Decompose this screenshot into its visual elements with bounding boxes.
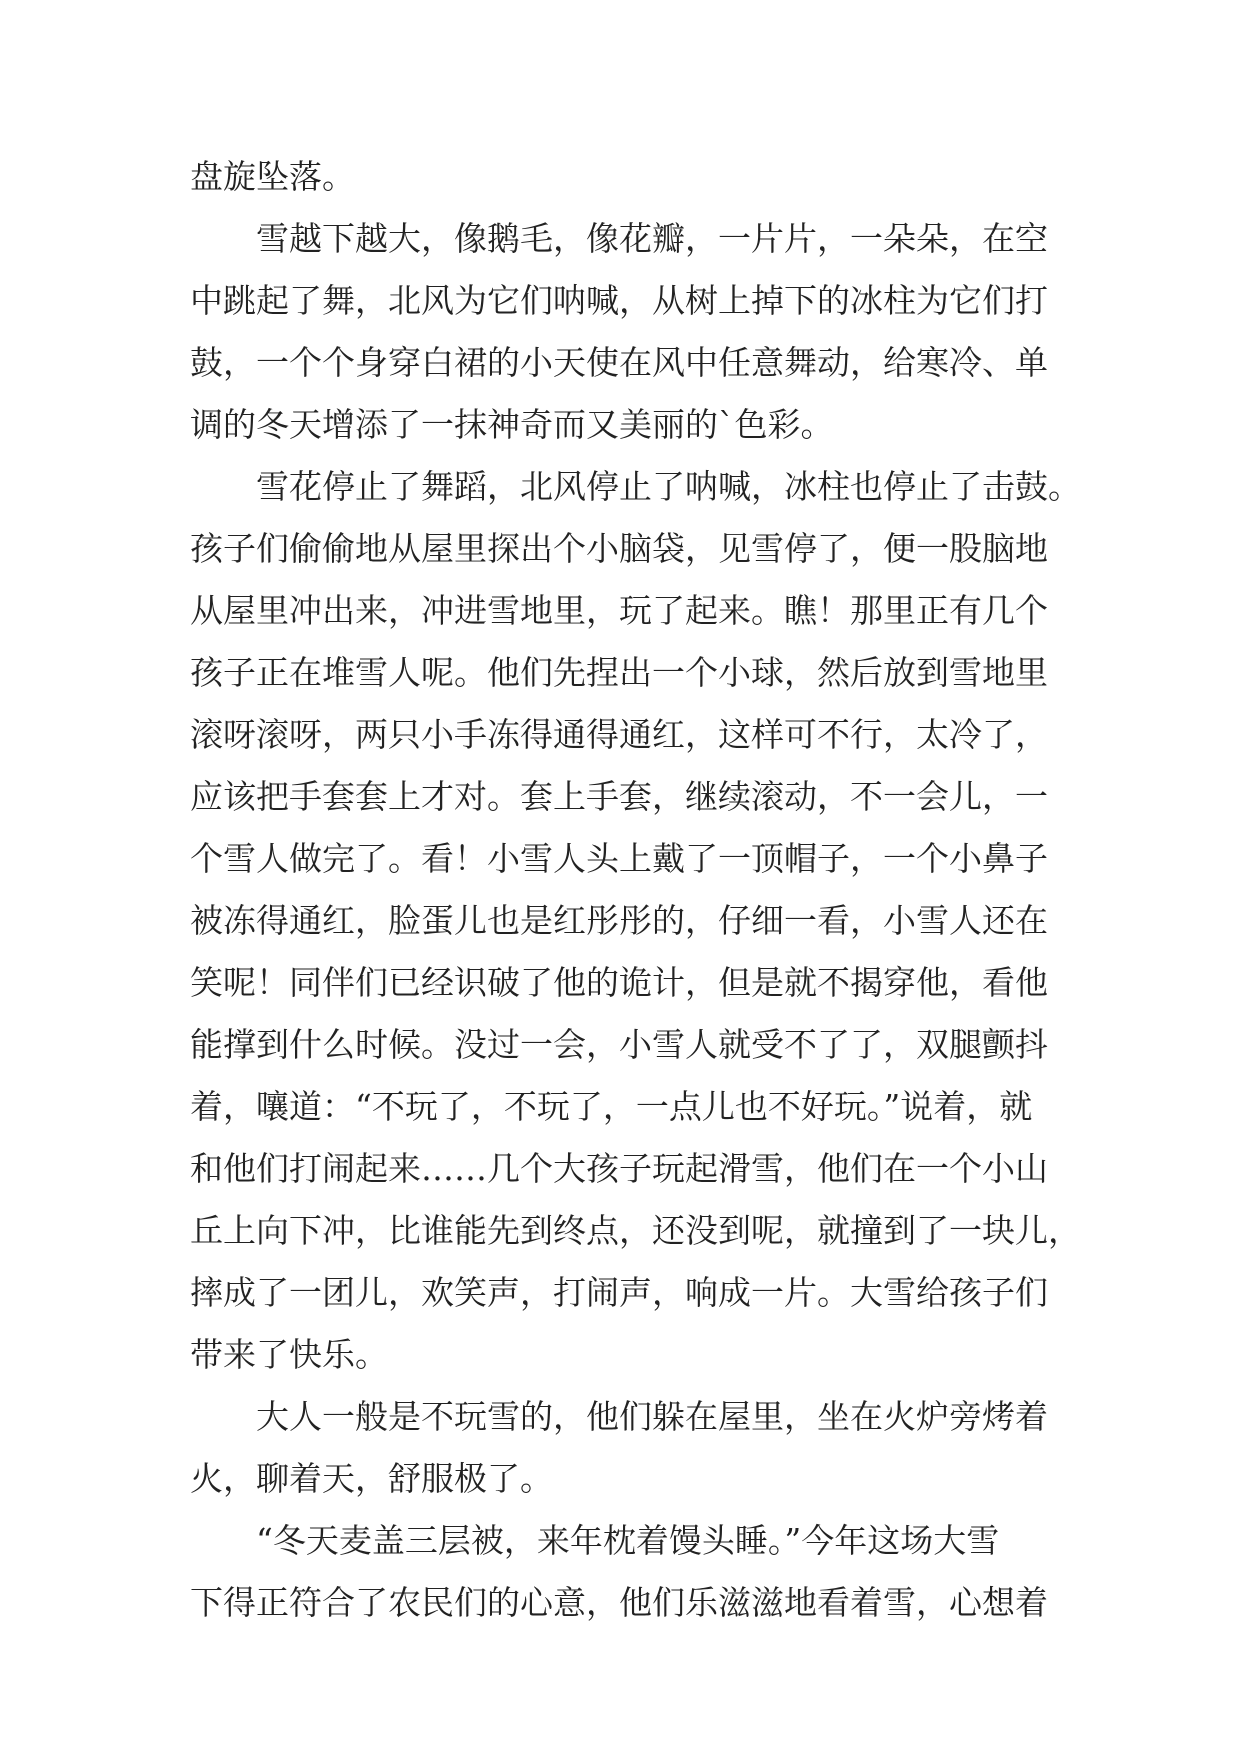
text-line: 摔成了一团儿，欢笑声，打闹声，响成一片。大雪给孩子们 xyxy=(190,1273,1048,1312)
text-line: 下得正符合了农民们的心意，他们乐滋滋地看着雪，心想着 xyxy=(190,1583,1048,1622)
text-line: 从屋里冲出来，冲进雪地里，玩了起来。瞧！那里正有几个 xyxy=(190,591,1048,630)
text-line: 大人一般是不玩雪的，他们躲在屋里，坐在火炉旁烤着 xyxy=(256,1397,1048,1436)
text-line: 火，聊着天，舒服极了。 xyxy=(190,1459,553,1498)
text-line: 带来了快乐。 xyxy=(190,1335,388,1374)
text-line: 孩子正在堆雪人呢。他们先捏出一个小球，然后放到雪地里 xyxy=(190,653,1048,692)
text-line: 着，嚷道：“不玩了，不玩了，一点儿也不好玩。”说着，就 xyxy=(190,1087,1033,1126)
text-line: 被冻得通红，脸蛋儿也是红彤彤的，仔细一看，小雪人还在 xyxy=(190,901,1048,940)
text-line: 滚呀滚呀，两只小手冻得通得通红，这样可不行，太冷了， xyxy=(190,715,1048,754)
paragraph xyxy=(190,456,1081,1386)
text-line: 雪越下越大，像鹅毛，像花瓣，一片片，一朵朵，在空 xyxy=(256,219,1048,258)
text-line: 应该把手套套上才对。套上手套，继续滚动，不一会儿，一 xyxy=(190,777,1048,816)
text-line: 中跳起了舞，北风为它们呐喊，从树上掉下的冰柱为它们打 xyxy=(190,281,1048,320)
text-line: 鼓，一个个身穿白裙的小天使在风中任意舞动，给寒冷、单 xyxy=(190,343,1048,382)
paragraph xyxy=(190,146,1070,208)
text-line: 雪花停止了舞蹈，北风停止了呐喊，冰柱也停止了击鼓。 xyxy=(256,467,1081,506)
text-line: 盘旋坠落。 xyxy=(190,157,355,196)
text-line: 个雪人做完了。看！小雪人头上戴了一顶帽子，一个小鼻子 xyxy=(190,839,1048,878)
text-line: 孩子们偷偷地从屋里探出个小脑袋，见雪停了，便一股脑地 xyxy=(190,529,1048,568)
text-line: 和他们打闹起来……几个大孩子玩起滑雪，他们在一个小山 xyxy=(190,1149,1048,1188)
paragraph xyxy=(190,1510,1070,1634)
text-line: 丘上向下冲，比谁能先到终点，还没到呢，就撞到了一块儿， xyxy=(190,1211,1081,1250)
body-text xyxy=(190,146,1081,1634)
text-line: 笑呢！同伴们已经识破了他的诡计，但是就不揭穿他，看他 xyxy=(190,963,1048,1002)
text-line: 能撑到什么时候。没过一会，小雪人就受不了了，双腿颤抖 xyxy=(190,1025,1048,1064)
paragraph xyxy=(190,208,1070,456)
text-line: “冬天麦盖三层被，来年枕着馒头睡。”今年这场大雪 xyxy=(256,1521,1000,1560)
text-line: 调的冬天增添了一抹神奇而又美丽的`色彩。 xyxy=(190,405,834,444)
paragraph xyxy=(190,1386,1070,1510)
